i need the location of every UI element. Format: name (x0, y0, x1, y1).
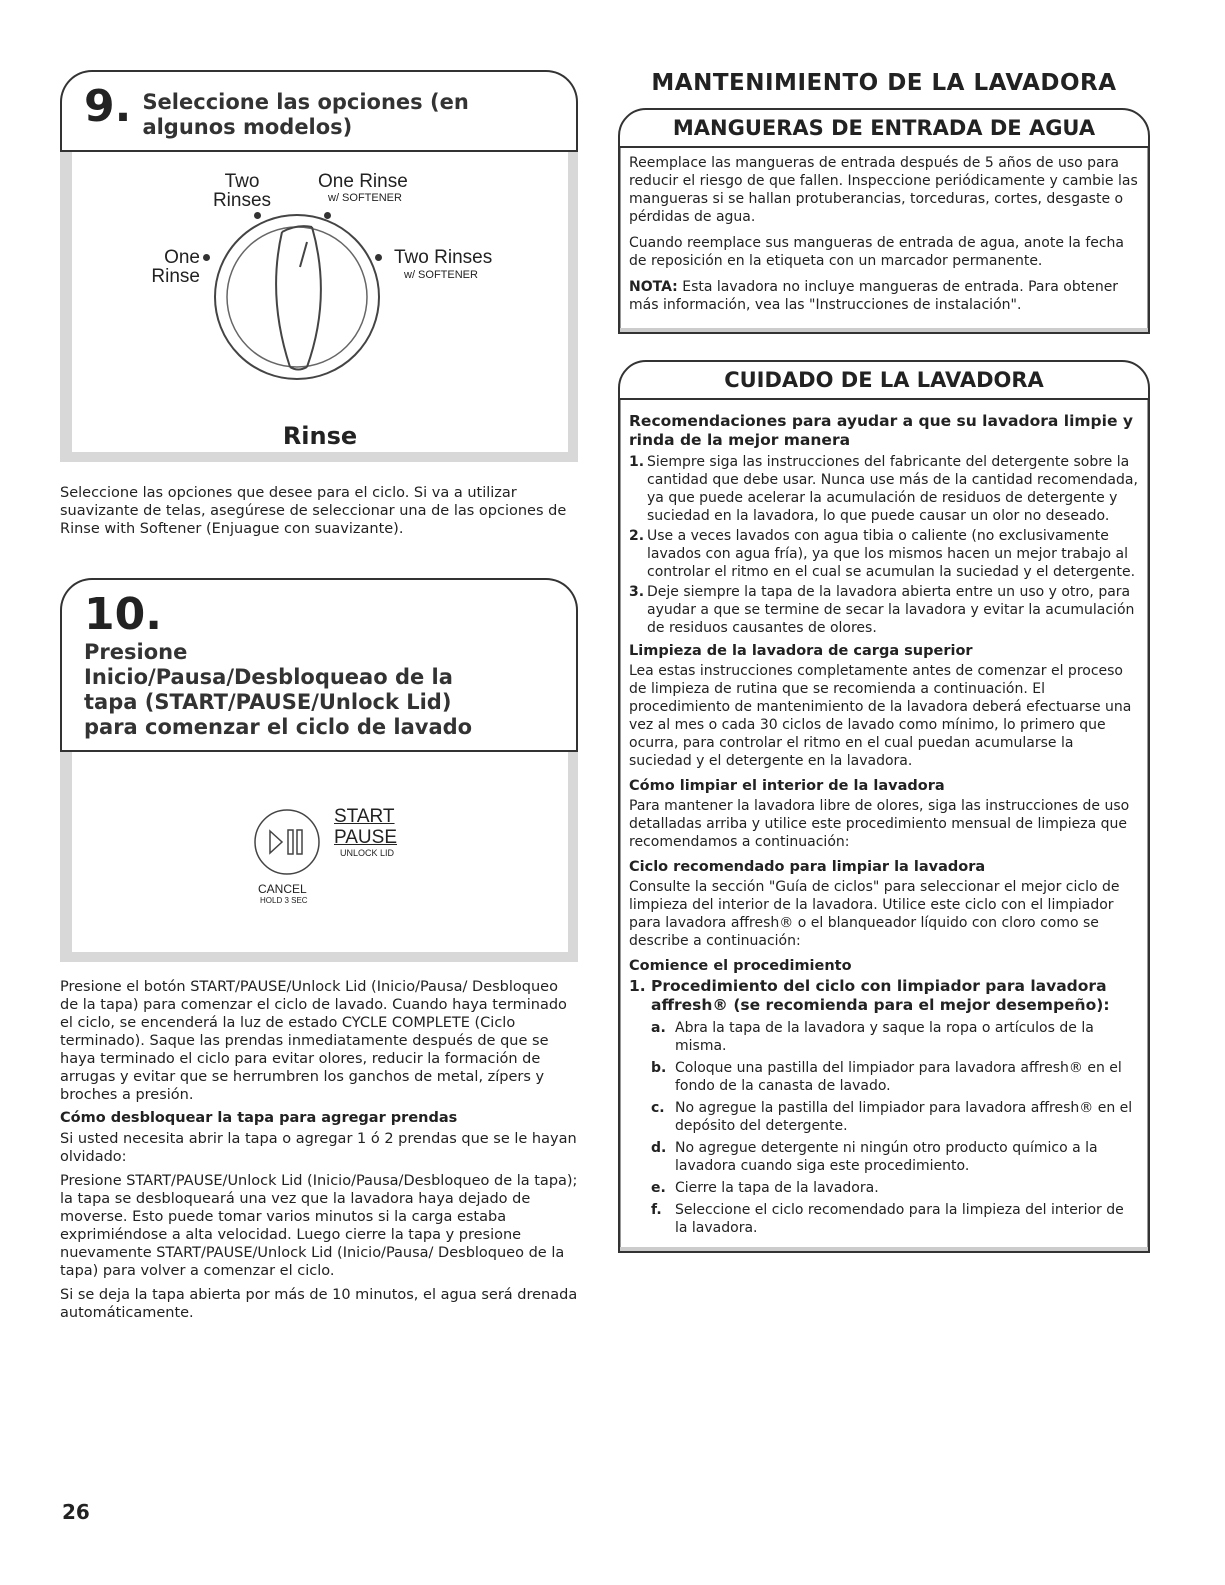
list-item-text: Coloque una pastilla del limpiador para lavadora affresh® en el fondo de la canasta de lavado. (675, 1060, 1122, 1094)
step10-paragraph-2: Si usted necesita abrir la tapa o agregar 1 ó 2 prendas que se le hayan olvidado: (60, 1131, 577, 1165)
list-item-marker: b. (651, 1060, 667, 1076)
step9-title: Seleccione las opciones (en algunos modelos) (142, 90, 469, 139)
right-column (618, 70, 1150, 1253)
note-text: Esta lavadora no incluye mangueras de entrada. Para obtener más información, vea las "Instrucciones de instalación". (629, 279, 1119, 313)
interior-paragraph: Para mantener la lavadora libre de olores, siga las instrucciones de uso detalladas arriba y utilice este procedimiento mensual de limpieza que recomendamos a continuación: (629, 798, 1130, 850)
hoses-title: MANGUERAS DE ENTRADA DE AGUA (620, 110, 1148, 148)
list-item-text: No agregue la pastilla del limpiador para lavadora affresh® en el depósito del detergente. (675, 1100, 1133, 1134)
dial-label-two-rinses-softener-sub: w/ SOFTENER (404, 269, 478, 281)
list-item (651, 1201, 1139, 1237)
procedure-number: 1. (629, 977, 646, 995)
hoses-paragraph-1: Reemplace las mangueras de entrada después de 5 años de uso para reducir el riesgo de que fallen. Inspeccione periódicamente y cambie las mangueras si se hallan protuberancias, torceduras, cortes, desgaste o pérdidas de agua. (629, 155, 1138, 225)
list-item-marker: 3. (629, 584, 645, 600)
pause-label: PAUSE (334, 827, 398, 848)
step10-paragraph-1: Presione el botón START/PAUSE/Unlock Lid (Inicio/Pausa/ Desbloqueo de la tapa) para comenzar el ciclo de lavado. Cuando haya terminado el ciclo, se encenderá la luz de estado CYCLE COMPLETE (Ciclo terminado). Saque las prendas inmediatamente después de que se haya terminado el ciclo para evitar olores, reducir la formación de arrugas y evitar que se herrumbren los ganchos de metal, zípers y broches a presión. (60, 979, 567, 1103)
list-item (651, 1179, 1139, 1197)
dial-label-one-rinse-softener-sub: w/ SOFTENER (328, 192, 402, 204)
procedure-steps-list (629, 1019, 1139, 1237)
list-item (629, 583, 1139, 637)
dial-label-one-rinse: One Rinse (151, 247, 200, 287)
step10-number: 10. (84, 589, 162, 640)
unlock-lid-label: UNLOCK LID (340, 848, 395, 858)
list-item-text: Siempre siga las instrucciones del fabricante del detergente sobre la cantidad que debe usar. Nunca use más de la cantidad recomendada, ya que puede acelerar la acumulación de residuos de detergente y suciedad en la lavadora, lo que puede causar un olor no deseado. (647, 454, 1138, 524)
list-item-marker: e. (651, 1180, 666, 1196)
interior-heading: Cómo limpiar el interior de la lavadora (629, 778, 945, 794)
list-item-text: Seleccione el ciclo recomendado para la limpieza del interior de la lavadora. (675, 1202, 1124, 1236)
page-number: 26 (62, 1500, 90, 1524)
list-item-marker: 1. (629, 454, 645, 470)
step10-title: Presione Inicio/Pausa/Desbloqueao de la tapa (START/PAUSE/Unlock Lid) para comenzar el ciclo de lavado (84, 640, 473, 739)
step9-number: 9. (84, 81, 132, 132)
dial-label-two-rinses-softener: Two Rinses (394, 247, 493, 268)
dial-position-dot (203, 254, 210, 261)
list-item-text: Use a veces lavados con agua tibia o caliente (no exclusivamente lavados con agua fría), ya que los mismos hacen un mejor trabajo al controlar el ritmo en el cual se acumulan la suciedad y el detergente. (647, 528, 1136, 580)
hoses-note (629, 278, 1139, 314)
list-item-marker: f. (651, 1202, 662, 1218)
step10-paragraph-3: Presione START/PAUSE/Unlock Lid (Inicio/Pausa/Desbloqueo de la tapa); la tapa se desbloqueará una vez que la lavadora haya dejado de moverse. Esto puede tomar varios minutos si la carga estaba exprimiéndose a alta velocidad. Luego cierre la tapa y presione nuevamente START/PAUSE/Unlock Lid (Inicio/Pausa/ Desbloqueo de la tapa) para volver a comenzar el ciclo. (60, 1173, 578, 1279)
maintenance-title: MANTENIMIENTO DE LA LAVADORA (651, 70, 1117, 96)
procedure-heading (629, 977, 1139, 1015)
start-pause-illustration (72, 752, 568, 952)
step10-box (60, 578, 578, 962)
list-item-text: No agregue detergente ni ningún otro producto químico a la lavadora cuando siga este procedimiento. (675, 1140, 1098, 1174)
list-item (651, 1059, 1139, 1095)
begin-heading: Comience el procedimiento (629, 958, 852, 974)
dial-knob-label: Rinse (282, 422, 358, 450)
step10-paragraph-4: Si se deja la tapa abierta por más de 10 minutos, el agua será drenada automáticamente. (60, 1287, 578, 1321)
list-item (651, 1139, 1139, 1175)
left-column (60, 70, 578, 1328)
care-section (618, 360, 1150, 1253)
step9-box (60, 70, 578, 462)
hoses-paragraph-2: Cuando reemplace sus mangueras de entrada de agua, anote la fecha de reposición en la etiqueta con un marcador permanente. (629, 235, 1125, 269)
list-item-marker: a. (651, 1020, 666, 1036)
list-item (629, 453, 1139, 525)
hoses-body (620, 148, 1148, 328)
cleaning-paragraph: Lea estas instrucciones completamente antes de comenzar el proceso de limpieza de rutina que se recomienda a continuación. El procedimiento de mantenimiento de la lavadora deberá efectuarse una vez al mes o cada 30 ciclos de lavado como mínimo, lo primero que ocurra, para controlar el ritmo en el cual puedan acumularse la suciedad y el detergente en la lavadora. (629, 663, 1132, 769)
cycle-heading: Ciclo recomendado para limpiar la lavadora (629, 859, 986, 875)
list-item (629, 527, 1139, 581)
note-label: NOTA: (629, 279, 678, 295)
step9-panel (60, 152, 578, 462)
recommendations-heading: Recomendaciones para ayudar a que su lavadora limpie y rinda de la mejor manera (629, 412, 1133, 449)
list-item (651, 1019, 1139, 1055)
list-item-text: Abra la tapa de la lavadora y saque la ropa o artículos de la misma. (675, 1020, 1094, 1054)
section-shadow (620, 328, 1148, 332)
unlock-lid-subheading: Cómo desbloquear la tapa para agregar prendas (60, 1110, 458, 1126)
dial-label-two-rinses: Two Rinses (212, 171, 272, 211)
list-item-text: Deje siempre la tapa de la lavadora abierta entre un uso y otro, para ayudar a que se termine de secar la lavadora y evitar la acumulación de residuos causantes de olores. (647, 584, 1135, 636)
list-item-marker: 2. (629, 528, 645, 544)
section-shadow (620, 1247, 1148, 1251)
dial-label-one-rinse-softener: One Rinse (318, 171, 408, 192)
recommendations-list (629, 453, 1139, 637)
list-item-marker: d. (651, 1140, 667, 1156)
rinse-knob (212, 212, 382, 382)
hoses-section (618, 108, 1150, 334)
list-item (651, 1099, 1139, 1135)
step9-description: Seleccione las opciones que desee para el ciclo. Si va a utilizar suavizante de telas, asegúrese de seleccionar una de las opciones de Rinse with Softener (Enjuague con suavizante). (60, 485, 567, 537)
start-label: START (334, 806, 395, 827)
step10-panel (60, 752, 578, 962)
list-item-text: Cierre la tapa de la lavadora. (675, 1180, 879, 1196)
cancel-label: CANCEL (258, 882, 307, 896)
step10-header (62, 580, 576, 752)
cycle-paragraph: Consulte la sección "Guía de ciclos" para seleccionar el mejor ciclo de limpieza del interior de la lavadora. Utilice este ciclo con el limpiador para lavadora affresh® o el blanqueador líquido con cloro como se describe a continuación: (629, 879, 1120, 949)
rinse-dial-illustration (72, 152, 568, 452)
hold-label: HOLD 3 SEC (260, 896, 308, 905)
care-body (620, 400, 1148, 1247)
start-pause-button-icon (252, 807, 322, 877)
care-title: CUIDADO DE LA LAVADORA (620, 362, 1148, 400)
step9-header (62, 72, 576, 152)
procedure-title: Procedimiento del ciclo con limpiador para lavadora affresh® (se recomienda para el mejor desempeño): (651, 977, 1110, 1014)
cleaning-heading: Limpieza de la lavadora de carga superior (629, 643, 973, 659)
list-item-marker: c. (651, 1100, 665, 1116)
